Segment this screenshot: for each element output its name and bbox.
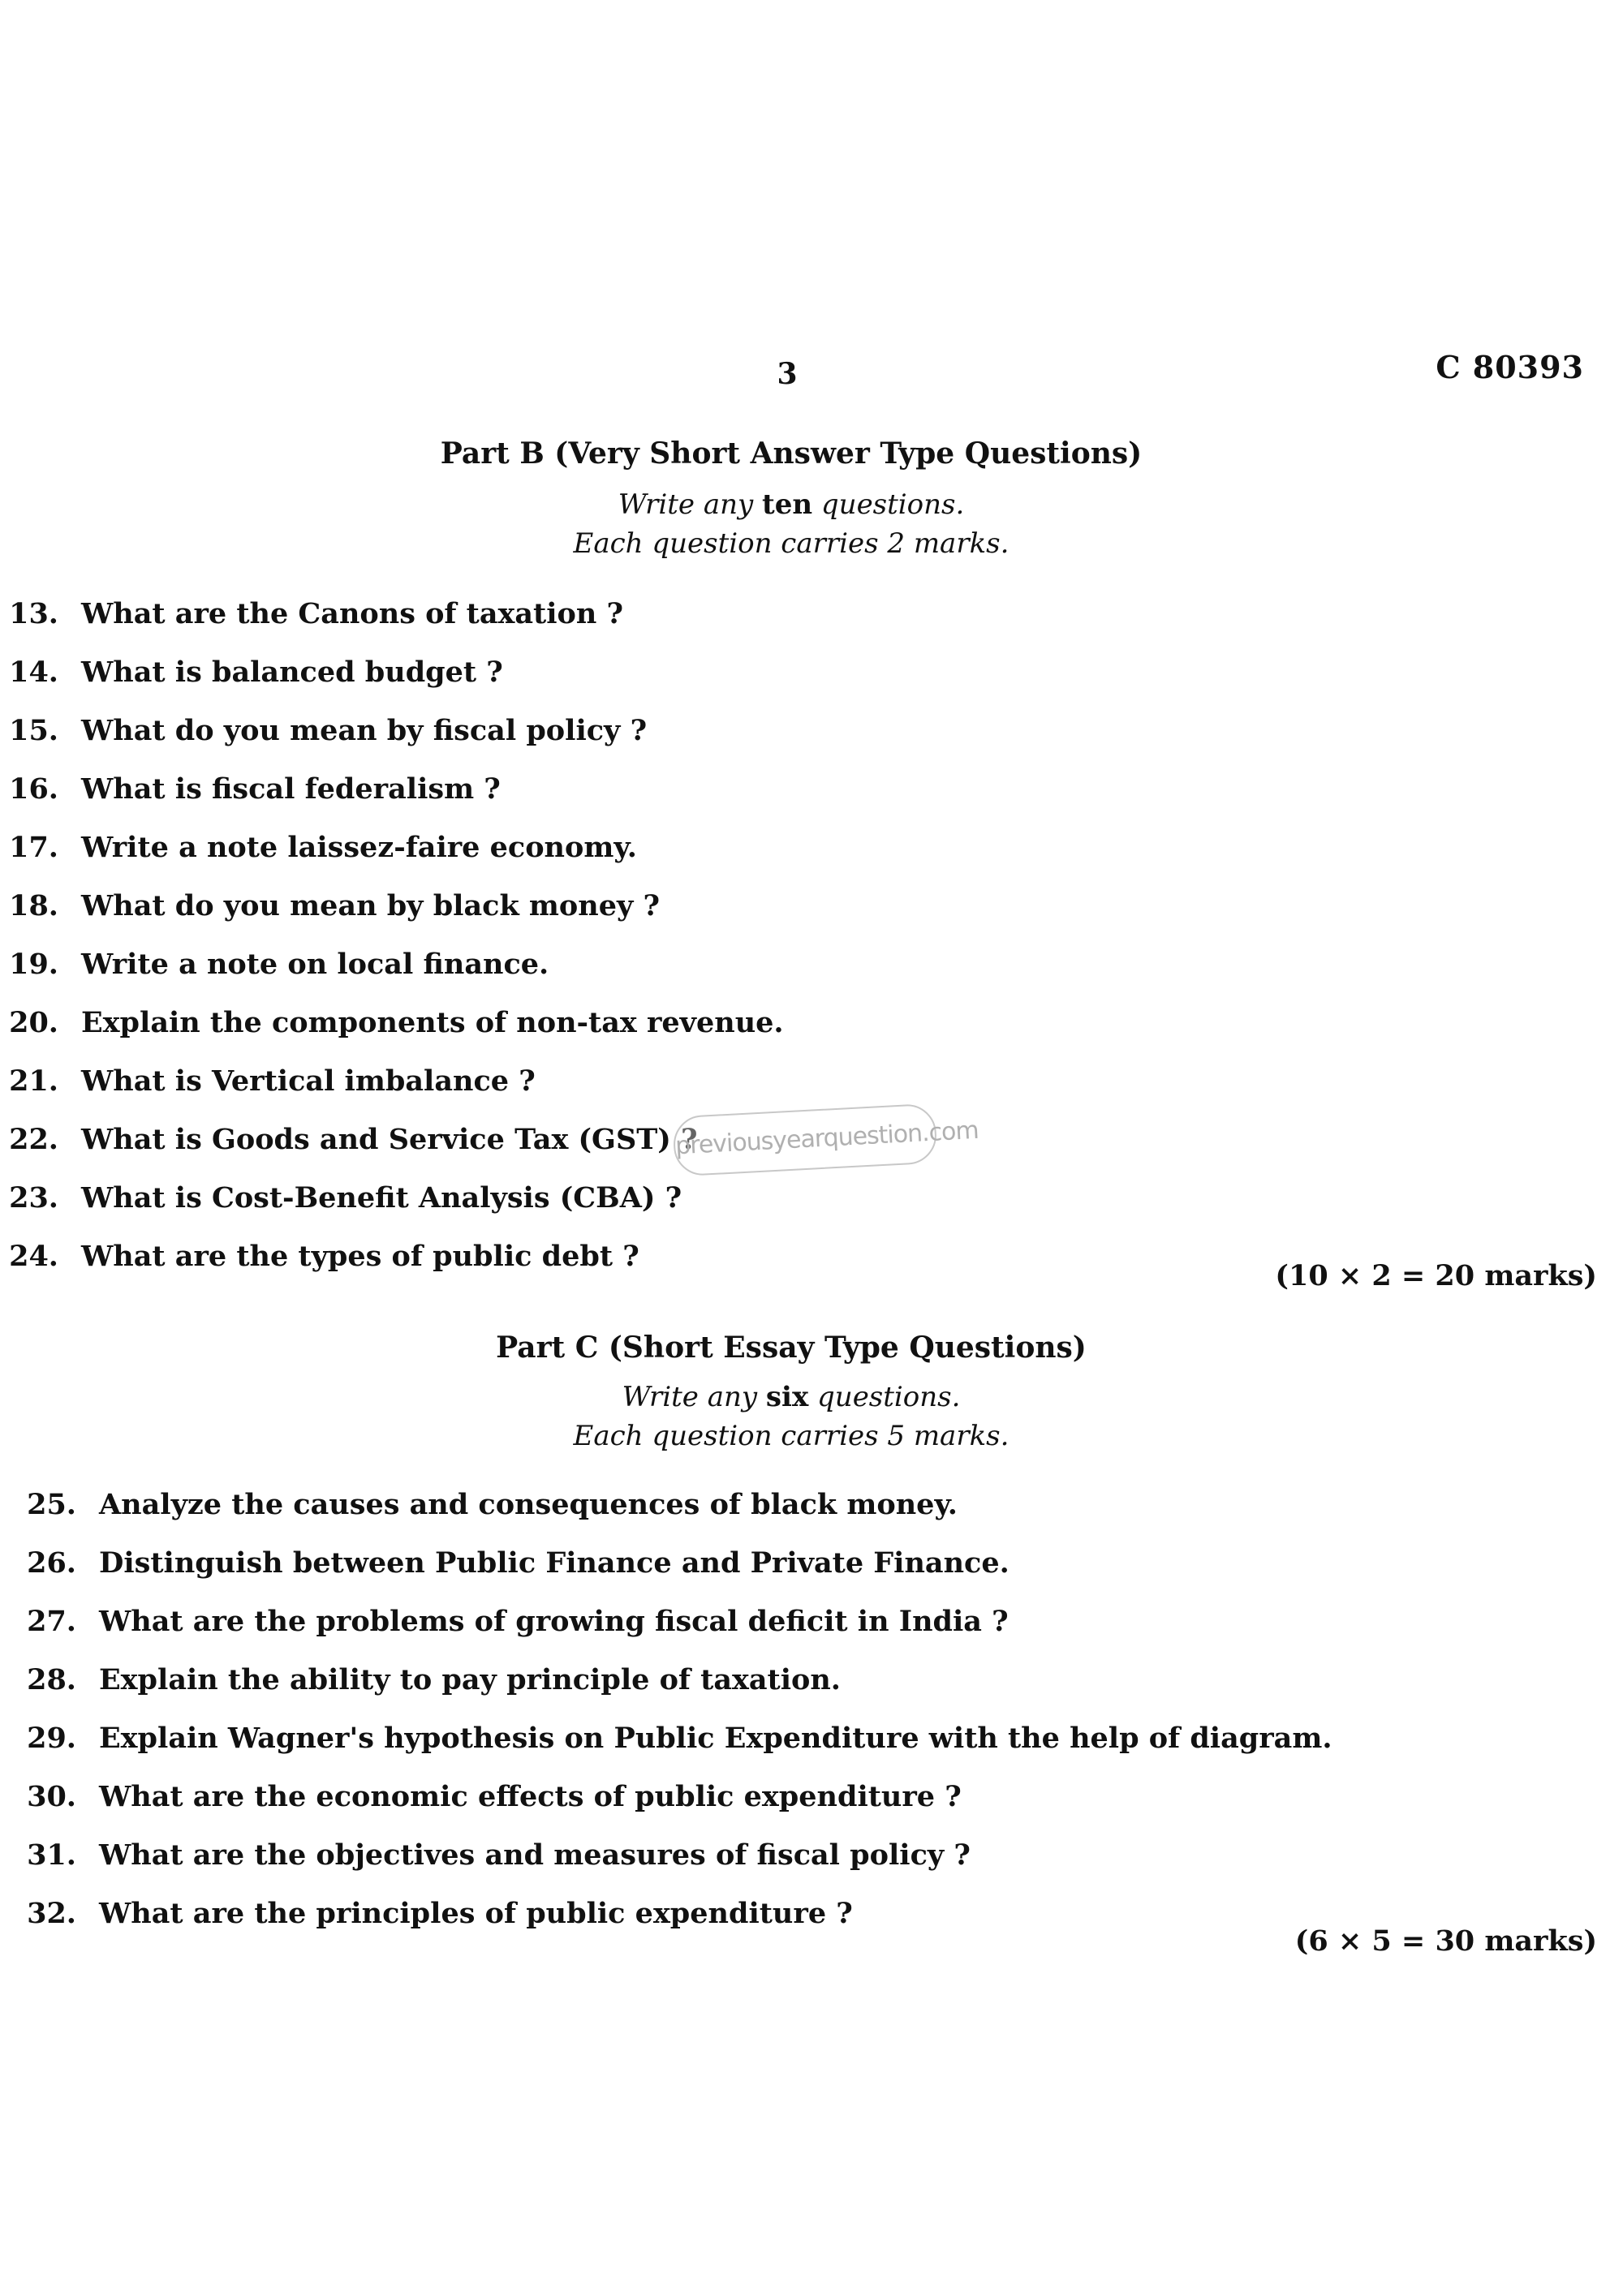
question-item [18,1475,1560,1533]
question-text: What is Cost-Benefit Analysis (CBA) ? [81,1180,682,1215]
question-text: Write a note on local finance. [81,947,549,981]
question-text: What is Vertical imbalance ? [81,1064,536,1098]
question-text: Explain the components of non-tax revenue. [81,1005,784,1039]
question-item [18,1650,1560,1709]
question-text: What is balanced budget ? [81,655,503,689]
question-item [0,993,1542,1051]
question-text: What are the types of public debt ? [81,1239,639,1273]
question-text: Explain Wagner's hypothesis on Public Expenditure with the help of diagram. [99,1721,1332,1755]
question-text: What are the problems of growing fiscal deficit in India ? [99,1604,1009,1638]
question-number: 23. [9,1180,58,1215]
question-item [18,1767,1560,1825]
question-item [18,1709,1560,1767]
question-number: 29. [27,1721,76,1755]
part-b-marks: (10 × 2 = 20 marks) [1275,1259,1597,1292]
question-number: 20. [9,1005,58,1039]
question-text: What are the Canons of taxation ? [81,596,624,630]
question-number: 28. [27,1662,76,1696]
part-c-instruction-line1: Write any six questions. [622,1381,961,1413]
part-c-marks: (6 × 5 = 30 marks) [1294,1924,1597,1958]
part-c-question-list [18,1475,1560,1942]
part-b-instructions [0,485,1582,563]
question-text: What is fiscal federalism ? [81,772,501,806]
question-number: 24. [9,1239,58,1273]
question-number: 21. [9,1064,58,1098]
question-number: 13. [9,596,58,630]
question-number: 26. [27,1546,76,1580]
watermark: previousyearquestion.com [672,1103,937,1177]
question-number: 18. [9,888,58,922]
part-b-instruction-line2: Each question carries 2 marks. [573,527,1010,560]
question-item [18,1825,1560,1884]
question-item [0,818,1542,876]
question-item [18,1592,1560,1650]
question-item [0,643,1542,701]
question-item [0,876,1542,935]
question-text: Distinguish between Public Finance and Private Finance. [99,1546,1010,1580]
question-item [0,759,1542,818]
part-b-instruction-line1: Write any ten questions. [618,488,965,521]
question-number: 32. [27,1896,76,1930]
question-text: What are the objectives and measures of fiscal policy ? [99,1838,971,1872]
part-b-question-list [0,584,1542,1285]
question-text: What do you mean by fiscal policy ? [81,713,648,747]
question-number: 15. [9,713,58,747]
question-text: What are the economic effects of public expenditure ? [99,1779,962,1813]
question-number: 30. [27,1779,76,1813]
question-item [0,584,1542,643]
page-number: 3 [777,357,798,391]
question-item [0,1051,1542,1110]
question-number: 25. [27,1487,76,1521]
question-text: Write a note laissez-faire economy. [81,830,637,864]
question-number: 31. [27,1838,76,1872]
question-number: 22. [9,1122,58,1156]
question-number: 19. [9,947,58,981]
question-number: 14. [9,655,58,689]
part-c-title: Part C (Short Essay Type Questions) [496,1331,1087,1365]
question-number: 16. [9,772,58,806]
question-text: What is Goods and Service Tax (GST) ? [81,1122,698,1156]
part-c-instructions [0,1378,1582,1455]
question-text: What are the principles of public expenditure ? [99,1896,853,1930]
part-b-title: Part B (Very Short Answer Type Questions) [440,436,1143,471]
question-item [18,1533,1560,1592]
question-text: What do you mean by black money ? [81,888,661,922]
question-number: 27. [27,1604,76,1638]
question-item [0,1168,1542,1227]
question-text: Analyze the causes and consequences of black money. [99,1487,958,1521]
question-text: Explain the ability to pay principle of taxation. [99,1662,841,1696]
question-number: 17. [9,830,58,864]
question-item [0,701,1542,759]
part-c-instruction-line2: Each question carries 5 marks. [573,1420,1010,1452]
question-item [0,935,1542,993]
paper-code: C 80393 [1436,349,1584,385]
